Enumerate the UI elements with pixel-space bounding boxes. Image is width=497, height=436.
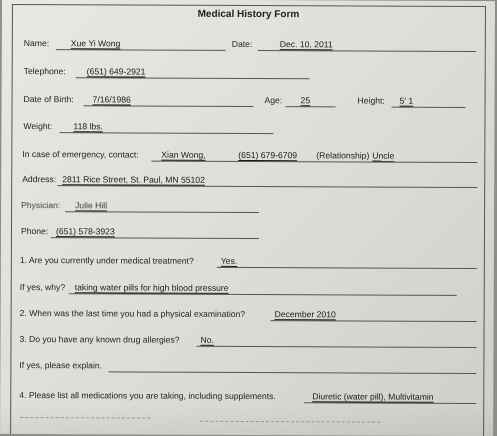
question-2-answer[interactable]: December 2010 <box>274 309 336 320</box>
dob-value[interactable]: 7/16/1986 <box>92 94 131 105</box>
physician-label: Physician: <box>21 200 61 211</box>
physician-value[interactable]: Julie Hill <box>75 200 108 211</box>
age-label: Age: <box>264 95 283 106</box>
emergency-label: In case of emergency, contact: <box>22 149 139 160</box>
date-label: Date: <box>231 38 253 50</box>
age-line <box>286 106 336 107</box>
question-3-answer[interactable]: No. <box>200 334 214 345</box>
age-value[interactable]: 25 <box>300 95 311 106</box>
relationship-value[interactable]: Uncle <box>372 150 395 161</box>
question-4-answer[interactable]: Diuretic (water pill), Multivitamin <box>312 391 434 402</box>
question-1-followup-answer[interactable]: taking water pills for high blood pressure <box>74 282 229 293</box>
name-label: Name: <box>23 38 50 49</box>
form-title: Medical History Form <box>197 8 300 21</box>
emergency-phone[interactable]: (651) 679-6709 <box>238 149 298 161</box>
weight-label: Weight: <box>23 121 53 132</box>
question-3: 3. Do you have any known drug allergies? <box>19 334 180 345</box>
name-value[interactable]: Xue Yi Wong <box>70 38 121 49</box>
dob-label: Date of Birth: <box>23 94 74 105</box>
page-shadow <box>0 404 493 436</box>
phone-label: Phone: <box>20 226 49 237</box>
height-value[interactable]: 5' 1 <box>399 95 414 106</box>
telephone-label: Telephone: <box>23 66 66 77</box>
height-label: Height: <box>357 95 385 106</box>
question-1-followup: If yes, why? <box>19 282 66 293</box>
question-1: 1. Are you currently under medical treatment? <box>19 255 194 266</box>
emergency-name[interactable]: Xian Wong, <box>161 149 206 160</box>
relationship-label: (Relationship) <box>316 150 370 161</box>
question-1-answer[interactable]: Yes. <box>220 255 238 266</box>
question-4: 4. Please list all medications you are taking, including supplements. <box>19 390 276 402</box>
telephone-value[interactable]: (651) 649-2921 <box>86 66 146 77</box>
date-value[interactable]: Dec. 10, 2011 <box>279 39 333 50</box>
address-value[interactable]: 2811 Rice Street, St. Paul, MN 55102 <box>62 174 205 185</box>
phone-value[interactable]: (651) 578-3923 <box>55 226 115 237</box>
weight-value[interactable]: 118 lbs. <box>73 121 103 132</box>
address-label: Address: <box>22 174 57 185</box>
question-3-followup: If yes, please explain. <box>19 360 103 371</box>
question-2: 2. When was the last time you had a physical examination? <box>19 308 246 319</box>
